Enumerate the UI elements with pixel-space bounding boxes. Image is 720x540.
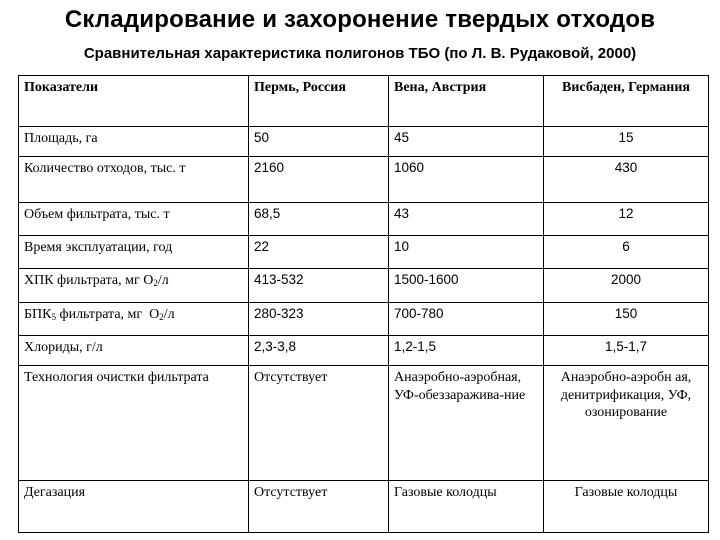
page-subtitle: Сравнительная характеристика полигонов ТБО (по Л. В. Рудаковой, 2000) bbox=[83, 45, 637, 62]
cell-wiesbaden: 1,5-1,7 bbox=[544, 336, 709, 366]
header-wiesbaden: Висбаден, Германия bbox=[544, 76, 709, 127]
cell-perm: 50 bbox=[249, 127, 389, 157]
cell-vienna: 43 bbox=[389, 203, 544, 236]
subscript: 2 bbox=[159, 312, 164, 322]
cell-perm: 2160 bbox=[249, 157, 389, 203]
cell-perm: Отсутствует bbox=[249, 366, 389, 481]
table-row bbox=[19, 336, 709, 366]
row-label bbox=[19, 303, 249, 336]
subscript: 5 bbox=[51, 312, 56, 322]
cell-perm: 22 bbox=[249, 236, 389, 269]
cell-vienna: Анаэробно-аэробная, УФ-обеззаражива-ние bbox=[389, 366, 544, 481]
row-label-text: ХПК фильтрата, мг О bbox=[24, 273, 154, 288]
cell-wiesbaden: 2000 bbox=[544, 269, 709, 303]
table-row bbox=[19, 203, 709, 236]
row-label: Хлориды, г/л bbox=[19, 336, 249, 366]
cell-vienna: 10 bbox=[389, 236, 544, 269]
cell-perm: 280-323 bbox=[249, 303, 389, 336]
cell-vienna: Газовые колодцы bbox=[389, 481, 544, 533]
table-row bbox=[19, 127, 709, 157]
page-title: Складирование и захоронение твердых отходов bbox=[64, 6, 656, 33]
row-label bbox=[19, 269, 249, 303]
cell-wiesbaden: Газовые колодцы bbox=[544, 481, 709, 533]
row-label: Дегазация bbox=[19, 481, 249, 533]
cell-wiesbaden: 12 bbox=[544, 203, 709, 236]
row-label: Технология очистки фильтрата bbox=[19, 366, 249, 481]
cell-wiesbaden: 6 bbox=[544, 236, 709, 269]
cell-wiesbaden: Анаэробно-аэробн ая, денитрификация, УФ, озонирование bbox=[544, 366, 709, 481]
row-label-text: БПК bbox=[24, 307, 52, 322]
cell-perm: 413-532 bbox=[249, 269, 389, 303]
table-row bbox=[19, 236, 709, 269]
row-label-text: фильтрата, мг О bbox=[56, 307, 160, 322]
row-label: Объем фильтрата, тыс. т bbox=[19, 203, 249, 236]
row-label-unit: /л bbox=[157, 273, 169, 288]
comparison-table bbox=[18, 75, 709, 533]
cell-perm: 2,3-3,8 bbox=[249, 336, 389, 366]
cell-vienna: 700-780 bbox=[389, 303, 544, 336]
cell-vienna: 1500-1600 bbox=[389, 269, 544, 303]
cell-vienna: 1060 bbox=[389, 157, 544, 203]
cell-perm: Отсутствует bbox=[249, 481, 389, 533]
table-row bbox=[19, 303, 709, 336]
row-label: Количество отходов, тыс. т bbox=[19, 157, 249, 203]
table-row bbox=[19, 269, 709, 303]
row-label: Площадь, га bbox=[19, 127, 249, 157]
row-label: Время эксплуатации, год bbox=[19, 236, 249, 269]
table-row bbox=[19, 481, 709, 533]
header-indicators: Показатели bbox=[19, 76, 249, 127]
cell-wiesbaden: 150 bbox=[544, 303, 709, 336]
cell-vienna: 1,2-1,5 bbox=[389, 336, 544, 366]
table-row bbox=[19, 366, 709, 481]
cell-wiesbaden: 15 bbox=[544, 127, 709, 157]
subscript: 2 bbox=[153, 278, 158, 288]
cell-perm: 68,5 bbox=[249, 203, 389, 236]
cell-vienna: 45 bbox=[389, 127, 544, 157]
table-row bbox=[19, 157, 709, 203]
header-vienna: Вена, Австрия bbox=[389, 76, 544, 127]
cell-wiesbaden: 430 bbox=[544, 157, 709, 203]
header-perm: Пермь, Россия bbox=[249, 76, 389, 127]
row-label-unit: /л bbox=[163, 307, 175, 322]
table-header-row bbox=[19, 76, 709, 127]
